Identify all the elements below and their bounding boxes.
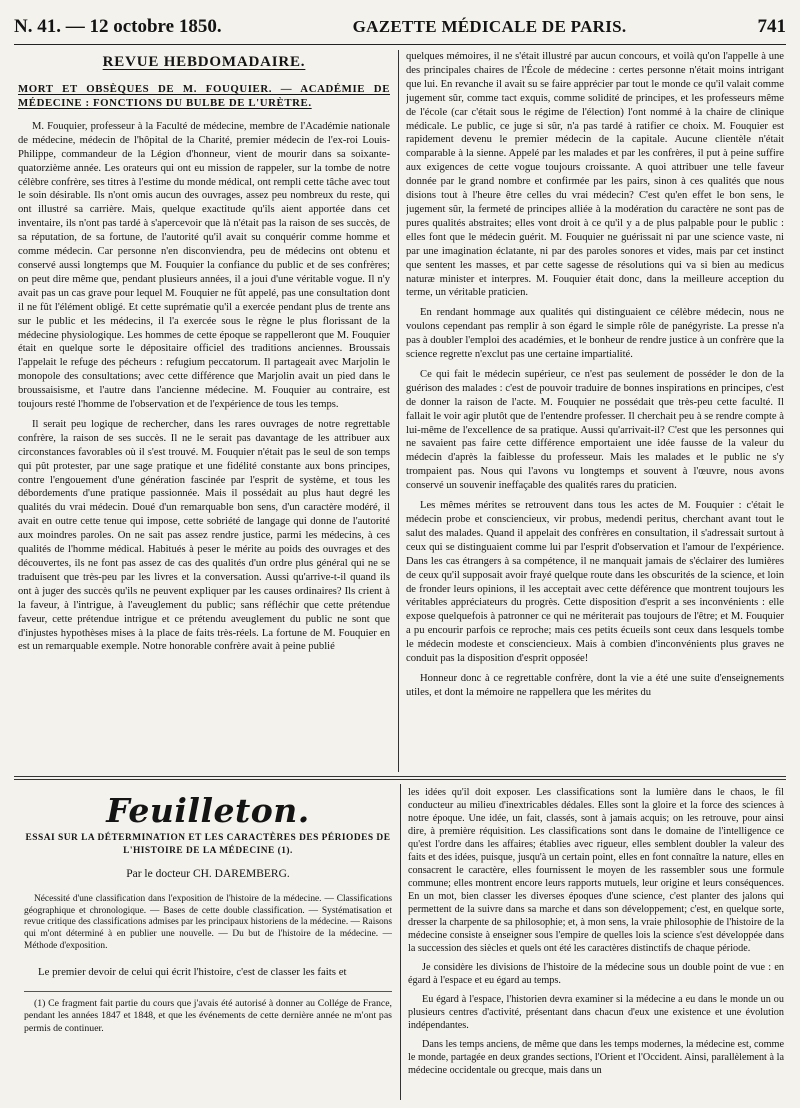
feuilleton-title: Feuilleton. [106, 791, 310, 830]
revue-right-column [406, 50, 784, 768]
feuilleton-divider-double [14, 779, 786, 780]
revue-paragraph: Il serait peu logique de rechercher, dans les rares ouvrages de notre regrettable confrère, la raison de ses succès. Il ne le serait pas davantage de les attribuer aux circonstances favorables où il s'est trouvé. M. Fouquier n'était pas le seul de son temps qui pût protester, par une sage pratique et une fidélité constante aux bons principes, contre l'engouement d'une génération fascinée par l'esprit de système, et tous les débordements d'une pratique passionnée. Mais il possédait au plus haut degré les qualités du vrai médecin. Doué d'un remarquable bon sens, d'un caractère modéré, il avait en outre cette tenue qui impose, cette sobriété de langage qui donne de l'autorité aux moindres paroles. On ne sait pas assez rendre justice, parmi les médecins, à ces qualités de l'homme médical. Habitués à peser le mérite au poids des ouvrages et des découvertes, ils ne font pas assez de cas des qualités d'un ordre plus général qui ne se traduisent que très-peu par les livres et la conversation. Aussi qu'arrive-t-il quand ils ont à juger des succès qu'ils ne peuvent expliquer par les causes ordinaires? Ils crient à la faveur, à l'intrigue, à l'aveuglement du public; sans réfléchir que cette prétendue faveur, cette prétendue intrigue et ce prétendu aveuglement du public ne sont que d'injustes hypothèses mises à la place de faits très-réels. La fortune de M. Fouquier en est un remarquable exemple. Notre honorable confrère avait à peine publié [18, 418, 390, 653]
page-number: 741 [757, 16, 786, 37]
revue-subtitle-text: MORT ET OBSÈQUES DE M. FOUQUIER. — ACADÉMIE DE MÉDECINE : FONCTIONS DU BULBE DE L'URÈTRE. [18, 82, 390, 109]
feuilleton-paragraph: Je considère les divisions de l'histoire de la médecine sous un double point de vue : en égard à l'espace et eu égard au temps. [408, 962, 784, 986]
page-header [14, 16, 786, 45]
essay-opening: Le premier devoir de celui qui écrit l'histoire, c'est de classer les faits et [38, 965, 347, 978]
feuilleton-paragraph: Dans les temps anciens, de même que dans les temps modernes, la médecine est, comme le monde, partagée en deux grandes sections, l'Orient et l'Occident. Ainsi, parallèlement à la médecine occidentale ou grecque, mais dans un [408, 1039, 784, 1076]
footnote: (1) Ce fragment fait partie du cours que j'avais été autorisé à donner au Collége de France, pendant les années 1847 et 1848, et que les événements de cette dernière année ne m'ont pas permis de continuer. [24, 991, 392, 1036]
essay-author: Par le docteur CH. DAREMBERG. [126, 867, 290, 880]
feuilleton-paragraph: Eu égard à l'espace, l'historien devra examiner si la médecine a eu dans le monde un ou plusieurs centres d'activité, présentant dans chacun d'eux une existence et une évolution indépendantes. [408, 994, 784, 1031]
issue-number-date: N. 41. — 12 octobre 1850. [14, 16, 222, 37]
revue-paragraph: Honneur donc à ce regrettable confrère, dont la vie a été une suite d'enseignements utiles, et dont la mémoire ne rappellera que les mérites du [406, 672, 784, 698]
essay-title: ESSAI SUR LA DÉTERMINATION ET LES CARACTÈRES DES PÉRIODES DE L'HISTOIRE DE LA MÉDECINE (1). [25, 832, 391, 856]
feuilleton-column-divider [400, 784, 401, 1100]
feuilleton-divider [14, 776, 786, 777]
revue-title: REVUE HEBDOMADAIRE. [102, 54, 306, 70]
revue-paragraph: Les mêmes mérites se retrouvent dans tous les actes de M. Fouquier : c'était le médecin probe et consciencieux, vir probus, medendi peritus, cherchant avant tout le salut des malades. Quand il appelait des confrères en consultation, il s'adressait surtout à ceux qui se distinguaient comme lui par l'esprit d'observation et l'amour de l'expérience. Dans les cas étrangers à sa compétence, il ne manquait jamais de s'éclairer des lumières de ceux qu'il supposait avoir frayé quelque route dans les obscurités de la science, et loin de fronder leurs opinions, il les acceptait avec cette déférence que montrent toujours les véritables appréciateurs du progrès. Cette disposition d'esprit a ses inconvénients : elle expose quelquefois à patronner ce qui ne mériterait pas toujours de l'être; et M. Fouquier a pu encourir parfois ce reproche; mais ces petits écueils sont ceux dans lesquels tombe le médecin modeste et consciencieux. Mais à combien d'inconvénients plus graves ne conduit pas la disposition d'esprit opposée! [406, 500, 784, 665]
column-divider [398, 50, 399, 772]
revue-left-column [18, 52, 390, 766]
revue-paragraph: Ce qui fait le médecin supérieur, ce n'est pas seulement de posséder le don de la guérison des malades : c'est de pouvoir traduire de bonnes inspirations en principes, c'est de donner la raison de l'acte. M. Fouquier ne possédait que très-peu cette faculté. Il fallait le voir agir plutôt que de l'entendre professer. Il cherchait peu à se rendre compte à lui-même de l'excellence de sa pratique. Aussi qu'arrivait-il? C'est que les personnes qui ne savaient pas faire cette différence emportaient une idée fausse de la valeur du médecin d'après la faiblesse du professeur. Mais les malades et le public ne s'y trompaient pas. Nous qui l'avons vu longtemps et souvent à l'œuvre, nous avons conservé un souvenir ineffaçable des qualités rares du praticien. [406, 368, 784, 492]
feuilleton-right-column [408, 786, 784, 1100]
revue-paragraph: quelques mémoires, il ne s'était illustré par aucun concours, et voilà qu'on l'appelle à une des principales chaires de l'École de médecine : certes personne n'était moins intrigant que lui. En revanche il avait su se faire apprécier par tout le monde ce qu'il valait comme jugement sûr, comme tact exquis, comme solidité de principes, et les professeurs même de l'école (car c'était sous le régime de l'élection) l'ont nommé à la chaire de clinique médicale. Le public, ce juge si sûr, n'a pas tardé à ratifier ce choix. M. Fouquier est rapidement devenu le premier médecin de la capitale. Aucune clientèle n'était comparable à la sienne. Appelé par les malades et par les confrères, il put à peine suffire aux exigences de cette vogue toujours croissante. A quoi attribuer une telle faveur donnée par le grand nombre et confirmée par les pairs, sinon à ces qualités que nous disions tout à l'heure être celles du vrai médecin? C'est qu'en effet le bon sens, le jugement sûr, la fermeté de principes alliée à la modération du caractère ne sont pas de pures qualités abstraites; elles vont droit à ce qu'il y a de plus palpable pour le public : elles font que le médecin guérit. M. Fouquier ne guérissait ni par une science vaste, ni par une imagination éclatante, ni par des paroles sonores et vides, mais par cet instinct que sentent les masses, et par cette sagesse de résolutions qui va si bien au medicus naturæ minister et interpres. M. Fouquier était donc, dans la meilleure acception du terme, un véritable praticien. [406, 51, 784, 299]
feuilleton-paragraph: les idées qu'il doit exposer. Les classifications sont la lumière dans le chaos, le fil conducteur au milieu d'inextricables dédales. Elles sont la gloire et la force des sciences à notre époque. Une idée, un fait, classés, sont à jamais acquis; on les retrouve, pour ainsi dire, à première réquisition. Les classifications sont dans le domaine de l'intelligence ce qu'est l'ordre dans les affaires; établies avec rigueur, elles semblent doubler la valeur des faits et des idées, puisque, jusqu'à un certain point, elles en font connaître la nature, elles en consacrent le caractère, elles fournissent le moyen de les rassembler sous une formule commune; elles montrent encore leurs rapports mutuels, leur origine et leurs conséquences. En un mot, bien classer les diverses époques d'une science, c'est planter des jalons qui permettent de la suivre dans sa marche et dans son développement; c'est, en quelque sorte, dresser la charpente de sa philosophie; et, à mon sens, la vraie philosophie de l'histoire de la médecine consiste à enseigner sous l'empire de quelles lois la science s'est développée dans la succession des siècles et quels ont été les caractères distinctifs de chaque période. [408, 787, 784, 954]
revue-paragraph: En rendant hommage aux qualités qui distinguaient ce célèbre médecin, nous ne voulons cependant pas remplir à son égard le simple rôle de panégyriste. La presse n'a pas à doubler l'emploi des académies, et le bonheur de rendre justice à un confrère que la science regrette n'exclut pas une certaine impartialité. [406, 307, 784, 361]
feuilleton-left-column [24, 784, 392, 1098]
revue-subtitle [18, 82, 390, 110]
revue-paragraph: M. Fouquier, professeur à la Faculté de médecine, membre de l'Académie nationale de médecine, médecin de l'hôpital de la Charité, premier médecin de l'ex-roi Louis-Philippe, commandeur de la Légion d'honneur, vient de mourir dans sa soixante-quatorzième année. Les orateurs qui ont eu mission de rappeler, sur la tombe de notre célèbre confrère, ses titres à l'estime du monde médical, ont rempli cette tâche avec tout le soin désirable. Ils n'ont omis aucun des ouvrages, assez peu nombreux du reste, qui ont illustré sa carrière. Mais, quelque exactitude qu'ils aient apportée dans cet inventaire, ils n'ont pas tardé à s'apercevoir que là n'était pas la raison de ses succès, de sa réputation, de sa fortune, de l'autorité qu'il avait su conquérir comme homme et comme médecin. Car personne n'en disconviendra, peu de médecins ont obtenu et conservé aussi longtemps que M. Fouquier la confiance du public et de ses confrères; on peut dire même que, pendant plusieurs années, il a joui d'une véritable vogue. Il n'y avait pas un cas grave pour lequel M. Fouquier ne fût appelé, pas une consultation dont il ne fût l'élément obligé. Et cette suprématie qu'il a exercée pendant plus de trente ans sur le public et les médecins, il l'a exercée sous le règne le plus florissant de la médecine physiologique. Les hommes de cette époque se rappelleront que M. Fouquier était en quelque sorte le dépositaire officiel des traditions anciennes. Broussais l'appelait le refuge des pécheurs : refugium peccatorum. Il partageait avec Marjolin le monopole des consultations; avec cette différence que Marjolin avait un pied dans le broussaisisme, et l'autre dans l'ancienne médecine. M. Fouquier au contraire, est toujours resté l'homme de l'observation et de l'expérience de tous les temps. [18, 120, 390, 411]
newspaper-title: GAZETTE MÉDICALE DE PARIS. [352, 17, 627, 36]
essay-summary: Nécessité d'une classification dans l'exposition de l'histoire de la médecine. — Classifications géographique et chronologique. — Bases de cette double classification. — Systématisation et revue critique des classifications admises par les principaux historiens de la médecine. — Raisons qui m'ont déterminé à en publier une nouvelle. — Du but de l'histoire de la médecine. — Méthode d'exposition. [24, 893, 392, 951]
